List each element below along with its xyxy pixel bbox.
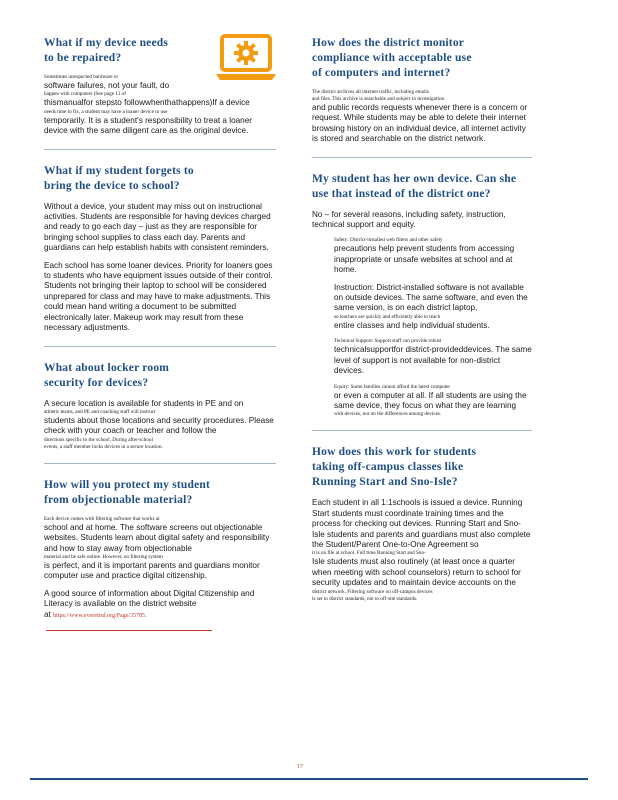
forgets-paragraph-2: Each school has some loaner devices. Priority for loaners goes to students who have equipment issues outside of their control. Students not bringing their laptop to school will be considered unprepared for class and may have to make adjustments. This could mean hand writing a document to be submitted electronically later. Makeup work may result from these necessary adjustments. bbox=[44, 260, 273, 333]
safety-text: precautions help prevent students from accessing inappropriate or unsafe websites at school and at home. bbox=[334, 244, 515, 275]
protect-small-1: Each device comes with filtering software that works at bbox=[44, 515, 160, 522]
instruction-small: so teachers are quickly and efficiently able to teach bbox=[334, 313, 441, 320]
locker-small-2: directions specific to the school. During after-school bbox=[44, 436, 153, 443]
page-number: 17 bbox=[297, 764, 303, 770]
compliance-text-1: and public records requests whenever there is a concern or request. While students may be able to delete their internet browsing history on an individual device, all internet activity is stored and searchable on the district network. bbox=[312, 103, 528, 144]
section-objectionable-material bbox=[44, 478, 276, 632]
forgets-paragraph-1: Without a device, your student may miss out on instructional activities. Students are responsible for having devices charged and ready to go each day – just as they are responsible for bringing school supplies to class each day. Parents and guardians can help establish habits with consistent reminders. bbox=[44, 201, 271, 253]
safety-small: Safety: District-installed web filters and other safety bbox=[334, 237, 443, 244]
protect-text-1: school and at home. The software screens out objectionable websites. Students learn about digital safety and responsibility and how to stay away from objectionable bbox=[44, 522, 270, 553]
instruction-text-2: entire classes and help individual students. bbox=[334, 320, 490, 330]
equity-small: Equity: Some families cannot afford the latest computer bbox=[334, 383, 451, 390]
protect-small-2: material and be safe online. However, no filtering system bbox=[44, 553, 163, 560]
locker-small-3: events, a staff member locks devices in a secure location. bbox=[44, 443, 163, 450]
heading-locker-room: What about locker room security for devices? bbox=[44, 361, 170, 389]
locker-small-1: athletic teams, and PE and coaching staff will instruct bbox=[44, 408, 156, 415]
heading-off-campus: How does this work for students taking off-campus classes like Running Start and Sno-Isle? bbox=[312, 446, 477, 489]
locker-text-1: A secure location is available for students in PE and on bbox=[44, 398, 244, 408]
instruction-text: Instruction: District-installed software is not available on outside devices. The same software, and even the same version, is on each district laptop, bbox=[334, 282, 528, 313]
own-device-intro: No – for several reasons, including safety, instruction, technical support and equity. bbox=[312, 209, 506, 230]
heading-device-repair: What if my device needs to be repaired? bbox=[44, 37, 169, 64]
laptop-gear-icon bbox=[214, 34, 278, 84]
offcampus-text-1: Each student in all 1:1schools is issued a device. Running Start students must coordinate training times and the process for checking out devices. Running Start and Sno-Isle students and parents and guardians must also complete the Student/Parent One-to-One Agreement so bbox=[312, 498, 531, 549]
repair-small-1: Sometimes unexpected hardware or bbox=[44, 74, 119, 80]
heading-district-monitoring: How does the district monitor compliance with acceptable use of computers and internet? bbox=[312, 37, 472, 79]
offcampus-text-2: Isle students must also routinely (at least once a quarter when meeting with school counselors) return to school for security updates and to maintain device accounts on the bbox=[312, 557, 521, 588]
protect-paragraph-3: A good source of information about Digital Citizenship and Literacy is available on the district website bbox=[44, 588, 255, 609]
heading-own-device: My student has her own device. Can she use that instead of the district one? bbox=[312, 172, 517, 200]
divider bbox=[312, 430, 532, 431]
repair-text-1: software failures, not your fault, do bbox=[44, 81, 170, 90]
heading-objectionable-material: How will you protect my student from objectionable material? bbox=[44, 478, 211, 506]
equity-small-2: with devices, not on the differences among devices. bbox=[334, 411, 442, 418]
offcampus-small-1: it is on file at school. Full time Running Start and Sno- bbox=[312, 550, 426, 557]
section-locker-room bbox=[44, 361, 276, 451]
compliance-small-1: The district archives all internet traffic, including emails bbox=[312, 89, 429, 95]
bottom-rule bbox=[30, 778, 588, 780]
section-district-monitoring bbox=[312, 36, 532, 145]
compliance-small-2: and files. This archive is searchable and subject to investigation bbox=[312, 96, 445, 102]
protect-text-2: is perfect, and it is important parents and guardians monitor computer use and practice digital citizenship. bbox=[44, 560, 260, 581]
section-device-repair bbox=[44, 36, 276, 137]
section-forgets-device bbox=[44, 164, 276, 334]
tech-support-text: technicalsupportfor district-provideddevices. The same level of support is not available for non-district devices. bbox=[334, 345, 532, 376]
offcampus-small-3: is set to district standards, not to off-site standards. bbox=[312, 595, 418, 602]
divider bbox=[44, 463, 276, 464]
repair-text-2: thismanualfor stepsto followwhenthathappens)If a device bbox=[44, 98, 250, 108]
heading-forgets-device: What if my student forgets to bring the device to school? bbox=[44, 164, 194, 192]
divider bbox=[44, 149, 276, 150]
link-underline bbox=[46, 630, 212, 631]
divider bbox=[44, 346, 276, 347]
right-column bbox=[312, 36, 532, 603]
locker-text-2: students about those locations and security procedures. Please check with your coach or teacher and follow the bbox=[44, 415, 274, 436]
repair-text-3: temporarily. It is a student's responsibility to treat a loaner device with the same diligent care as the original device. bbox=[44, 115, 253, 136]
offcampus-small-2: district network. Filtering software on off-campus devices bbox=[312, 588, 433, 595]
left-column bbox=[44, 36, 276, 631]
section-own-device bbox=[312, 172, 532, 419]
equity-text: or even a computer at all. If all students are using the same device, they focus on what they are learning bbox=[334, 390, 527, 410]
repair-small-3: needs time to fix, a student may have a loaner device to use bbox=[44, 108, 168, 115]
own-device-reasons bbox=[312, 237, 532, 418]
digital-citizenship-link-line: at https://www.everettsd.org/Page/35785. bbox=[44, 610, 276, 632]
section-off-campus bbox=[312, 445, 532, 602]
repair-small-2: happen with computers (See page 11 of bbox=[44, 91, 126, 98]
digital-citizenship-link[interactable]: https://www.everettsd.org/Page/35785. bbox=[53, 612, 147, 619]
tech-support-small: Technical Support: Support staff can provide robust bbox=[334, 338, 442, 345]
divider bbox=[312, 157, 532, 158]
